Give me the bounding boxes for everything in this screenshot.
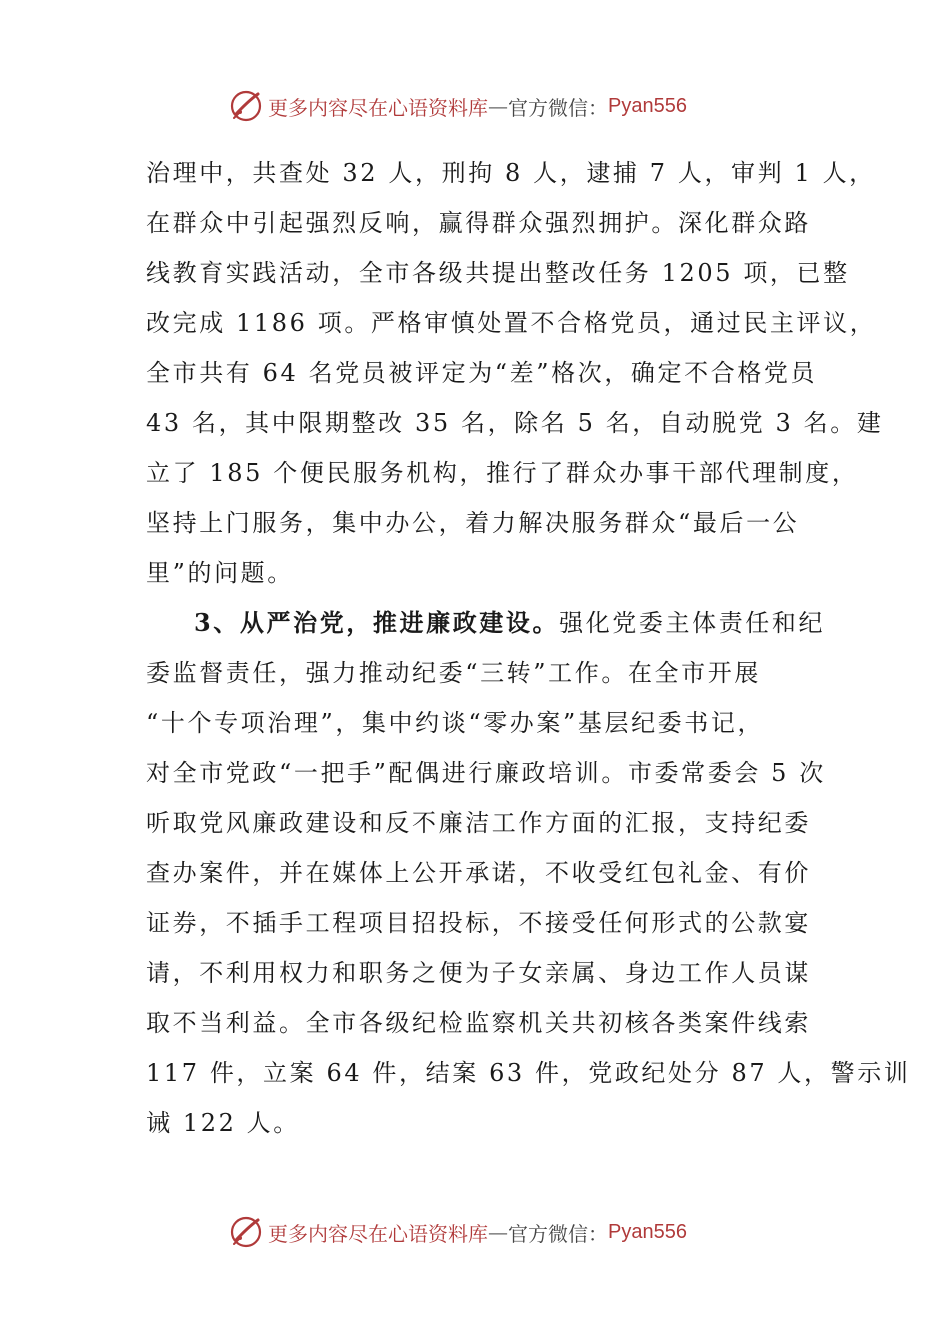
text-line: 证券，不插手工程项目招投标，不接受任何形式的公款宴 <box>146 909 811 937</box>
wechat-id: Pyan556 <box>608 1220 687 1243</box>
banner-separator: — <box>488 94 508 118</box>
wechat-label: 官方微信： <box>508 95 608 120</box>
text-line-with-heading <box>146 598 826 648</box>
footer-watermark-banner <box>228 1212 748 1252</box>
paragraph-1 <box>146 148 884 598</box>
pen-brush-logo-icon <box>228 1214 264 1250</box>
text-line: 取不当利益。全市各级纪检监察机关共初核各类案件线索 <box>146 1009 811 1037</box>
banner-separator: — <box>488 1220 508 1244</box>
pen-brush-logo-icon <box>228 88 264 124</box>
wechat-id: Pyan556 <box>608 94 687 117</box>
site-name: 更多内容尽在心语资料库 <box>268 1221 488 1246</box>
text-line: 在群众中引起强烈反响，赢得群众强烈拥护。深化群众路 <box>146 209 811 237</box>
header-watermark-banner <box>228 86 748 126</box>
text-line: 线教育实践活动，全市各级共提出整改任务 1205 项，已整 <box>146 259 850 287</box>
text-line: 治理中，共查处 32 人，刑拘 8 人，逮捕 7 人，审判 1 人， <box>146 159 876 187</box>
text-line: 诫 122 人。 <box>146 1109 300 1137</box>
text-line: 改完成 1186 项。严格审慎处置不合格党员，通过民主评议， <box>146 309 877 337</box>
section-heading: 3、从严治党，推进廉政建设。 <box>194 608 560 637</box>
text-line: 查办案件，并在媒体上公开承诺，不收受红包礼金、有价 <box>146 859 811 887</box>
text-line: 117 件，立案 64 件，结案 63 件，党政纪处分 87 人，警示训 <box>146 1059 911 1087</box>
text-line: 43 名，其中限期整改 35 名，除名 5 名，自动脱党 3 名。建 <box>146 409 884 437</box>
text-line: 对全市党政“一把手”配偶进行廉政培训。市委常委会 5 次 <box>146 759 826 787</box>
text-line: 坚持上门服务，集中办公，着力解决服务群众“最后一公 <box>146 509 800 537</box>
text-line: 全市共有 64 名党员被评定为“差”格次，确定不合格党员 <box>146 359 818 387</box>
text-line: 听取党风廉政建设和反不廉洁工作方面的汇报，支持纪委 <box>146 809 811 837</box>
heading-line-rest: 强化党委主体责任和纪 <box>559 609 826 637</box>
text-line: 委监督责任，强力推动纪委“三转”工作。在全市开展 <box>146 659 761 687</box>
text-line: 请，不利用权力和职务之便为子女亲属、身边工作人员谋 <box>146 959 811 987</box>
text-line: “十个专项治理”，集中约谈“零办案”基层纪委书记， <box>146 709 765 737</box>
site-name: 更多内容尽在心语资料库 <box>268 95 488 120</box>
document-body <box>146 148 911 1148</box>
wechat-label: 官方微信： <box>508 1221 608 1246</box>
paragraph-2 <box>146 598 911 1148</box>
text-line: 立了 185 个便民服务机构，推行了群众办事干部代理制度， <box>146 459 859 487</box>
text-line: 里”的问题。 <box>146 559 294 587</box>
